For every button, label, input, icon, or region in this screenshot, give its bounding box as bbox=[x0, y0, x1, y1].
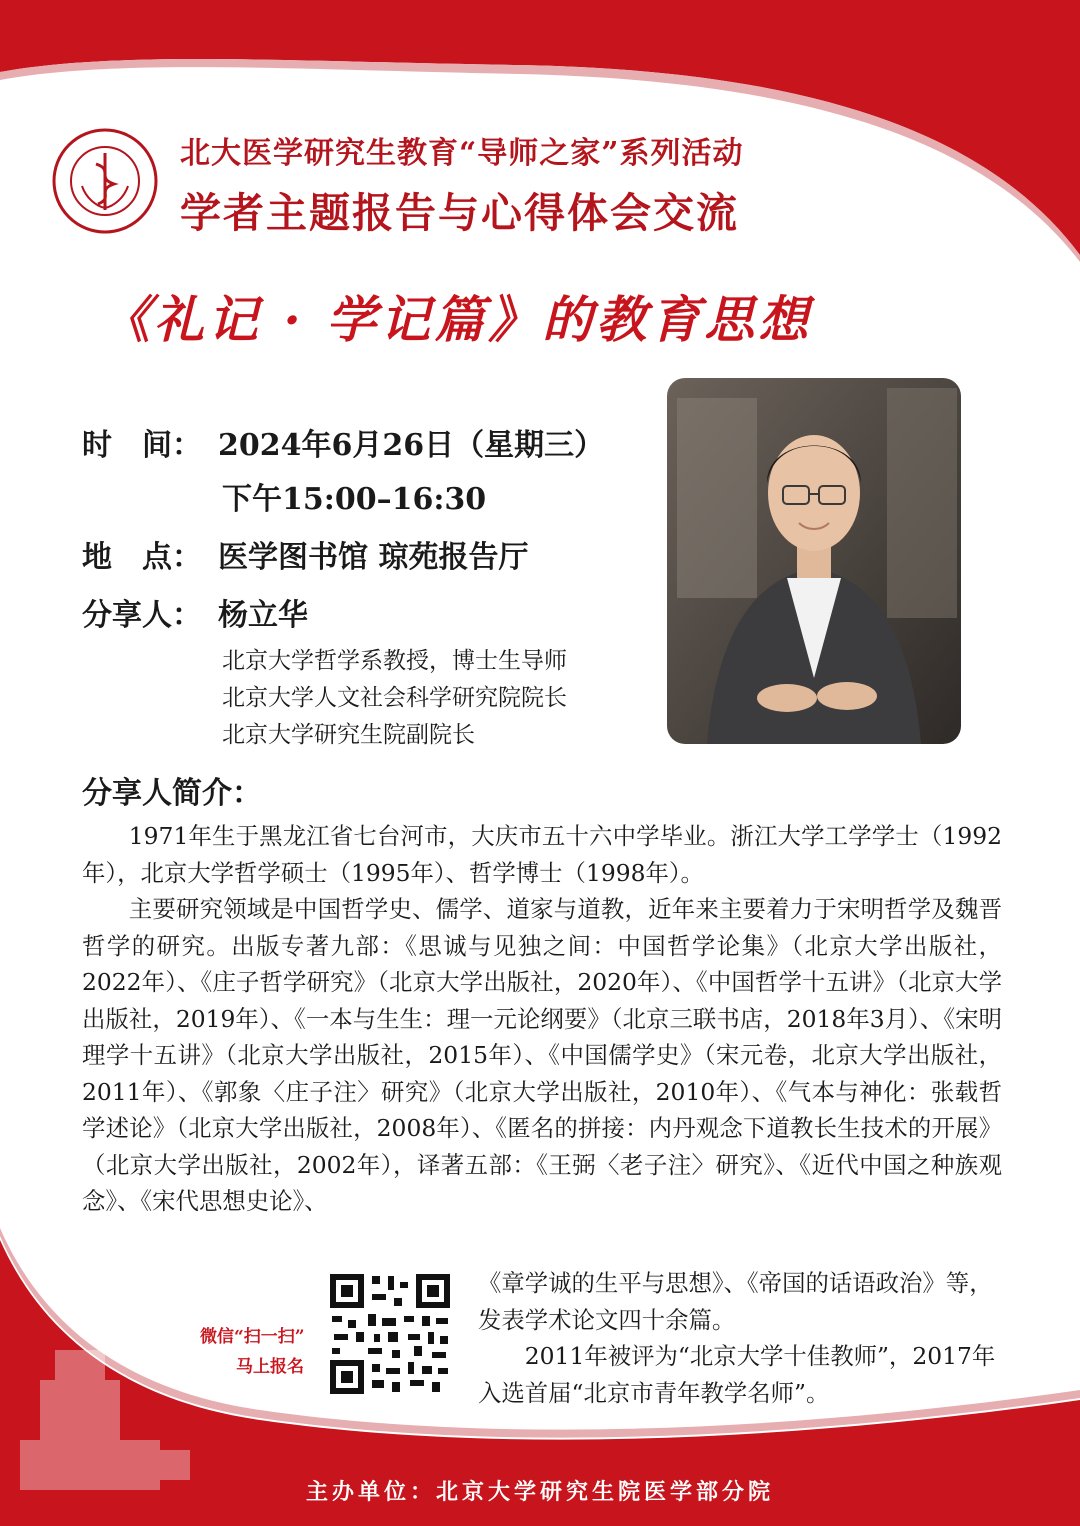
bio-text bbox=[82, 818, 1002, 1220]
university-logo bbox=[52, 128, 158, 234]
speaker-title: 北京大学人文社会科学研究院院长 bbox=[222, 685, 567, 711]
lecture-topic: 《礼记 · 学记篇》的教育思想 bbox=[100, 290, 813, 349]
bio-paragraph: 2011年被评为“北京大学十佳教师”，2017年入选首届“北京市青年教学名师”。 bbox=[478, 1342, 996, 1407]
speaker-name: 杨立华 bbox=[218, 598, 308, 633]
series-title: 北大医学研究生教育“导师之家”系列活动 bbox=[180, 136, 744, 171]
place-label: 地 点： bbox=[82, 540, 202, 575]
bio-text-continued bbox=[478, 1265, 1008, 1411]
bio-heading: 分享人简介： bbox=[82, 776, 262, 811]
bio-paragraph: 1971年生于黑龙江省七台河市，大庆市五十六中学毕业。浙江大学工学学士（1992年），北京大学哲学硕士（1995年）、哲学博士（1998年）。 bbox=[82, 822, 1002, 887]
speaker-label: 分享人： bbox=[82, 598, 202, 633]
bio-paragraph: 《章学诚的生平与思想》、《帝国的话语政治》等，发表学术论文四十余篇。 bbox=[478, 1269, 993, 1334]
register-caption: 马上报名 bbox=[236, 1357, 304, 1377]
speaker-title: 北京大学哲学系教授，博士生导师 bbox=[222, 648, 567, 674]
time-label: 时 间： bbox=[82, 428, 202, 463]
scan-caption: 微信“扫一扫” bbox=[200, 1327, 305, 1347]
qr-code-icon[interactable] bbox=[328, 1272, 452, 1396]
event-subtitle: 学者主题报告与心得体会交流 bbox=[180, 189, 739, 237]
speaker-title: 北京大学研究生院副院长 bbox=[222, 722, 475, 748]
time-range: 下午15:00–16:30 bbox=[222, 482, 487, 517]
time-value: 2024年6月26日（星期三） bbox=[218, 428, 605, 463]
bio-paragraph: 主要研究领域是中国哲学史、儒学、道家与道教，近年来主要着力于宋明哲学及魏晋哲学的研究。出版专著九部：《思诚与见独之间：中国哲学论集》（北京大学出版社，2022年）、《庄子哲学研究》（北京大学出版社，2020年）、《中国哲学十五讲》（北京大学出版社，2019年）、《一本与生生：理一元论纲要》（北京三联书店，2018年3月）、《宋明理学十五讲》（北京大学出版社，2015年）、《中国儒学史》（宋元卷，北京大学出版社，2011年）、《郭象〈庄子注〉研究》（北京大学出版社，2010年）、《气本与神化：张载哲学述论》（北京大学出版社，2008年）、《匿名的拼接：内丹观念下道教长生技术的开展》（北京大学出版社，2002年），译著五部：《王弼〈老子注〉研究》、《近代中国之种族观念》、《宋代思想史论》、 bbox=[82, 895, 1002, 1215]
place-value: 医学图书馆 琼苑报告厅 bbox=[218, 540, 529, 575]
organizer-footer: 主办单位：北京大学研究生院医学部分院 bbox=[305, 1479, 774, 1505]
speaker-photo bbox=[667, 378, 961, 744]
